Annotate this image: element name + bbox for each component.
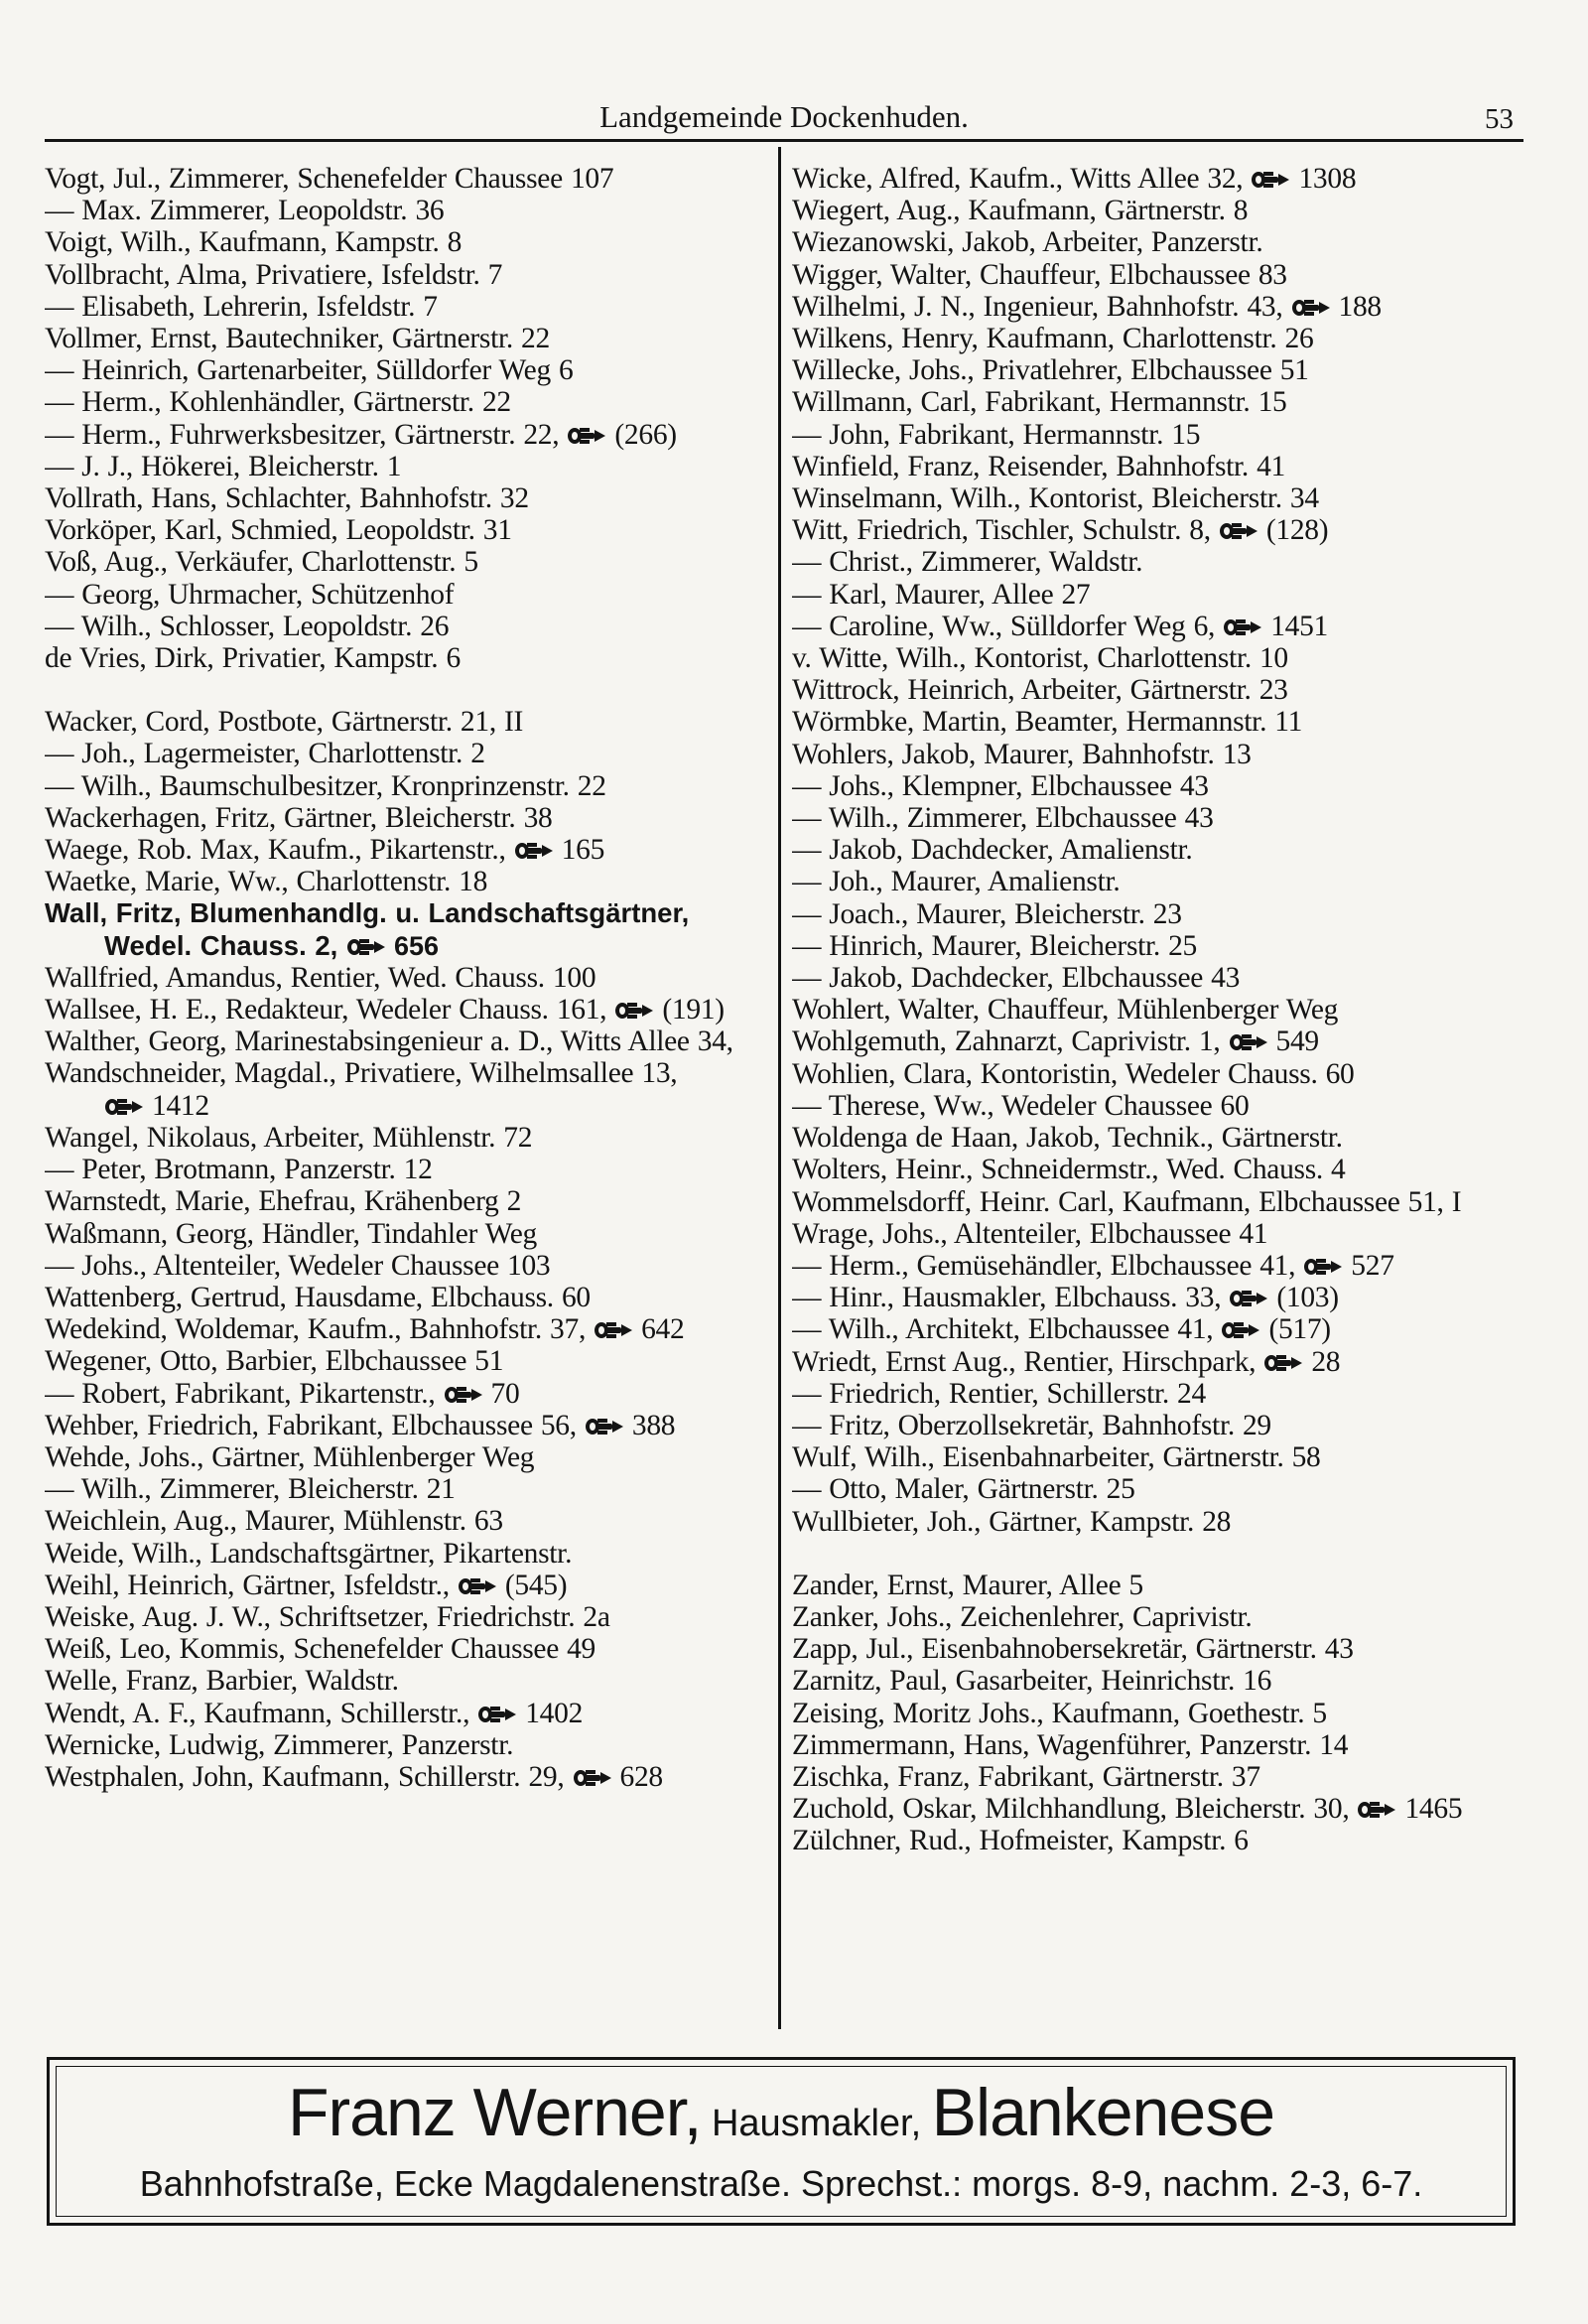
- advertiser-name: Franz Werner,: [287, 2075, 702, 2150]
- entry-text: Vollrath, Hans, Schlachter, Bahnhofstr. 32: [45, 482, 529, 515]
- entry-text: Wegener, Otto, Barbier, Elbchaussee 51: [45, 1345, 504, 1378]
- directory-entry: [45, 1345, 771, 1377]
- phone-number: [104, 1090, 209, 1122]
- directory-entry: [792, 674, 1528, 706]
- phone-number: [1229, 1025, 1319, 1057]
- directory-entry: [45, 195, 771, 226]
- directory-entry: [45, 642, 771, 674]
- entry-text: Waetke, Marie, Ww., Charlottenstr. 18: [45, 866, 488, 898]
- directory-entry: [45, 354, 771, 386]
- telephone-handset-icon: [1223, 616, 1262, 638]
- directory-entry: [45, 1313, 771, 1345]
- directory-entry: [792, 1218, 1528, 1250]
- directory-entry: [792, 866, 1528, 897]
- entry-text: — Otto, Maler, Gärtnerstr. 25: [792, 1473, 1135, 1506]
- entry-text: Zeising, Moritz Johs., Kaufmann, Goethestr. 5: [792, 1697, 1327, 1729]
- entry-text: — Wilh., Schlosser, Leopoldstr. 26: [45, 610, 450, 642]
- directory-entry: [792, 1250, 1528, 1282]
- entry-text: — Joh., Maurer, Amalienstr.: [792, 866, 1121, 898]
- directory-entry: [792, 1729, 1528, 1761]
- directory-column-right: [792, 163, 1528, 2029]
- telephone-handset-icon: [1291, 297, 1331, 319]
- phone-number-value: (266): [614, 418, 677, 451]
- directory-entry: [45, 1538, 771, 1570]
- telephone-handset-icon: [573, 1767, 612, 1789]
- entry-text: Wiezanowski, Jakob, Arbeiter, Panzerstr.: [792, 226, 1263, 259]
- directory-entry: [792, 163, 1528, 195]
- directory-entry: [792, 834, 1528, 866]
- entry-text: Zuchold, Oskar, Milchhandlung, Bleicherstr. 30,: [792, 1793, 1350, 1826]
- entry-text: Wohlert, Walter, Chauffeur, Mühlenberger Weg: [792, 994, 1339, 1026]
- phone-number-value: (545): [504, 1569, 568, 1601]
- entry-text: Wohlien, Clara, Kontoristin, Wedeler Chauss. 60: [792, 1057, 1355, 1090]
- entry-text: Wedekind, Woldemar, Kaufm., Bahnhofstr. 37,: [45, 1313, 587, 1346]
- entry-text: Vogt, Jul., Zimmerer, Schenefelder Chaussee 107: [45, 163, 614, 195]
- advertisement-headline: [50, 2074, 1513, 2151]
- column-divider: [778, 147, 781, 2029]
- directory-entry: [45, 834, 771, 866]
- directory-entry: [792, 354, 1528, 386]
- phone-number-value: (191): [662, 994, 725, 1026]
- entry-text: — Therese, Ww., Wedeler Chaussee 60: [792, 1089, 1250, 1122]
- entry-text: Wicke, Alfred, Kaufm., Witts Allee 32,: [792, 163, 1244, 195]
- entry-text: Wallsee, H. E., Redakteur, Wedeler Chauss. 161,: [45, 994, 607, 1026]
- directory-entry: [792, 1761, 1528, 1793]
- telephone-handset-icon: [444, 1384, 483, 1406]
- directory-entry: [792, 1441, 1528, 1473]
- telephone-handset-icon: [1219, 520, 1258, 542]
- entry-text: Willmann, Carl, Fabrikant, Hermannstr. 15: [792, 386, 1287, 419]
- entry-text: Weihl, Heinrich, Gärtner, Isfeldstr.,: [45, 1569, 450, 1601]
- entry-text: Vorköper, Karl, Schmied, Leopoldstr. 31: [45, 514, 512, 547]
- phone-number: [567, 419, 676, 451]
- directory-entry: [45, 1282, 771, 1313]
- entry-text: Voigt, Wilh., Kaufmann, Kampstr. 8: [45, 226, 463, 259]
- entry-text: Zarnitz, Paul, Gasarbeiter, Heinrichstr. 16: [792, 1665, 1272, 1698]
- entry-text: — Peter, Brotmann, Panzerstr. 12: [45, 1154, 433, 1186]
- entry-text: Wrage, Johs., Altenteiler, Elbchaussee 41: [792, 1217, 1268, 1250]
- entry-text: Wolters, Heinr., Schneidermstr., Wed. Chauss. 4: [792, 1154, 1346, 1186]
- phone-number-value: 28: [1311, 1345, 1341, 1378]
- directory-entry: [792, 994, 1528, 1025]
- directory-entry: [45, 706, 771, 738]
- directory-entry: [45, 226, 771, 258]
- entry-text: Wattenberg, Gertrud, Hausdame, Elbchauss. 60: [45, 1281, 591, 1313]
- phone-number: [1251, 163, 1356, 195]
- directory-entry: [792, 1025, 1528, 1057]
- directory-entry: [792, 195, 1528, 226]
- directory-entry: [45, 866, 771, 897]
- entry-text: Wangel, Nikolaus, Arbeiter, Mühlenstr. 72: [45, 1121, 533, 1154]
- entry-text: — Wilh., Baumschulbesitzer, Kronprinzenstr. 22: [45, 769, 606, 802]
- directory-entry: [792, 1282, 1528, 1313]
- entry-text: v. Witte, Wilh., Kontorist, Charlottenstr. 10: [792, 642, 1288, 675]
- phone-number-value: 1402: [525, 1697, 584, 1729]
- phone-number-value: (517): [1268, 1313, 1331, 1346]
- entry-text: Wohlers, Jakob, Maurer, Bahnhofstr. 13: [792, 738, 1252, 770]
- entry-text: Westphalen, John, Kaufmann, Schillerstr. 29,: [45, 1760, 565, 1793]
- phone-number: [573, 1761, 663, 1793]
- entry-text: Wallfried, Amandus, Rentier, Wed. Chauss. 100: [45, 961, 596, 994]
- directory-entry: [45, 579, 771, 611]
- directory-entry: [45, 1025, 771, 1057]
- advertiser-role: Hausmakler,: [711, 2103, 922, 2144]
- phone-number-value: 188: [1338, 290, 1382, 323]
- entry-text: Vollbracht, Alma, Privatiere, Isfeldstr. 7: [45, 258, 503, 291]
- advertisement-box: [47, 2057, 1516, 2226]
- directory-entry: [45, 546, 771, 578]
- page-title: Landgemeinde Dockenhuden.: [599, 99, 969, 134]
- advertiser-address: Bahnhofstraße, Ecke Magdalenenstraße. Sprechst.: morgs. 8-9, nachm. 2-3, 6-7.: [139, 2163, 1423, 2204]
- entry-text: Wehber, Friedrich, Fabrikant, Elbchaussee 56,: [45, 1409, 577, 1441]
- directory-entry: [45, 1154, 771, 1185]
- phone-number: [594, 1313, 684, 1345]
- directory-entry: [792, 323, 1528, 354]
- entry-text: — Wilh., Architekt, Elbchaussee 41,: [792, 1313, 1214, 1346]
- entry-text: Weiß, Leo, Kommis, Schenefelder Chaussee 49: [45, 1633, 596, 1666]
- directory-entry: [45, 1473, 771, 1505]
- directory-entry: [45, 163, 771, 195]
- directory-entry: [45, 1665, 771, 1697]
- phone-number: [1229, 1282, 1338, 1313]
- directory-entry: [792, 642, 1528, 674]
- directory-entry: [792, 930, 1528, 962]
- directory-entry: [792, 482, 1528, 514]
- entry-text: Wilhelmi, J. N., Ingenieur, Bahnhofstr. 43,: [792, 290, 1283, 323]
- entry-text: Wigger, Walter, Chauffeur, Elbchaussee 83: [792, 258, 1287, 291]
- phone-number: [477, 1698, 583, 1729]
- directory-entry: [45, 1633, 771, 1665]
- directory-entry: [792, 1665, 1528, 1697]
- directory-entry: [45, 802, 771, 834]
- directory-entry: [792, 611, 1528, 642]
- directory-entry: [45, 1698, 771, 1729]
- entry-text: Vollmer, Ernst, Bautechniker, Gärtnerstr. 22: [45, 323, 550, 355]
- entry-text: Witt, Friedrich, Tischler, Schulstr. 8,: [792, 514, 1211, 547]
- entry-text: Willecke, Johs., Privatlehrer, Elbchaussee 51: [792, 354, 1309, 387]
- directory-entry: [45, 451, 771, 482]
- phone-number: [1219, 514, 1328, 546]
- phone-number: [1357, 1793, 1462, 1825]
- phone-number: [444, 1378, 520, 1410]
- telephone-handset-icon: [1251, 169, 1290, 191]
- phone-number-value: 70: [490, 1377, 520, 1410]
- entry-text: — Jakob, Dachdecker, Amalienstr.: [792, 834, 1193, 867]
- entry-text: Weide, Wilh., Landschaftsgärtner, Pikartenstr.: [45, 1537, 573, 1570]
- entry-text: Zanker, Johs., Zeichenlehrer, Caprivistr.: [792, 1600, 1253, 1633]
- entry-text: Winfield, Franz, Reisender, Bahnhofstr. 41: [792, 450, 1285, 482]
- directory-entry: [792, 802, 1528, 834]
- telephone-handset-icon: [1303, 1256, 1343, 1278]
- entry-text: — Georg, Uhrmacher, Schützenhof: [45, 578, 455, 611]
- directory-entry: [792, 1378, 1528, 1410]
- directory-entry: [45, 259, 771, 291]
- directory-entry: [792, 514, 1528, 546]
- entry-text: Walther, Georg, Marinestabsingenieur a. D., Witts Allee 34,: [45, 1025, 733, 1058]
- directory-entry: [792, 739, 1528, 770]
- telephone-handset-icon: [1229, 1031, 1268, 1053]
- phone-number: [1221, 1313, 1330, 1345]
- phone-number: [1303, 1250, 1393, 1282]
- entry-text: — Herm., Kohlenhändler, Gärtnerstr. 22: [45, 386, 511, 419]
- directory-entry: [45, 897, 771, 961]
- telephone-handset-icon: [567, 425, 606, 447]
- entry-text: — Jakob, Dachdecker, Elbchaussee 43: [792, 962, 1241, 995]
- entry-text: — Johs., Altenteiler, Wedeler Chaussee 103: [45, 1249, 551, 1282]
- entry-text: — Wilh., Zimmerer, Bleicherstr. 21: [45, 1473, 456, 1506]
- page-header: [45, 91, 1523, 142]
- directory-entry: [792, 1090, 1528, 1122]
- entry-text: Wilkens, Henry, Kaufmann, Charlottenstr. 26: [792, 323, 1314, 355]
- directory-entry: [45, 962, 771, 994]
- phone-number: [1291, 291, 1382, 323]
- phone-number: [458, 1570, 567, 1601]
- phone-number-value: 388: [631, 1409, 676, 1441]
- telephone-handset-icon: [614, 1000, 654, 1022]
- phone-number-value: (103): [1276, 1282, 1339, 1314]
- entry-text: Wacker, Cord, Postbote, Gärtnerstr. 21, II: [45, 706, 524, 739]
- entry-text: — Johs., Klempner, Elbchaussee 43: [792, 769, 1209, 802]
- entry-text: Zapp, Jul., Eisenbahnobersekretär, Gärtnerstr. 43: [792, 1633, 1354, 1666]
- directory-entry: [792, 1058, 1528, 1090]
- telephone-handset-icon: [594, 1319, 633, 1341]
- entry-text: — J. J., Hökerei, Bleicherstr. 1: [45, 450, 402, 482]
- directory-entry: [792, 546, 1528, 578]
- directory-entry: [792, 1570, 1528, 1601]
- telephone-handset-icon: [104, 1096, 144, 1118]
- entry-text: de Vries, Dirk, Privatier, Kampstr. 6: [45, 642, 461, 675]
- directory-entry: [792, 1473, 1528, 1505]
- entry-text: Weiske, Aug. J. W., Schriftsetzer, Friedrichstr. 2a: [45, 1600, 610, 1633]
- entry-text: Wandschneider, Magdal., Privatiere, Wilhelmsallee 13,: [45, 1057, 678, 1090]
- directory-entry: [792, 451, 1528, 482]
- entry-text: Waege, Rob. Max, Kaufm., Pikartenstr.,: [45, 834, 506, 867]
- telephone-handset-icon: [1221, 1319, 1260, 1341]
- telephone-handset-icon: [458, 1575, 497, 1597]
- telephone-handset-icon: [1229, 1288, 1268, 1309]
- directory-entry: [792, 770, 1528, 802]
- entry-text: Wendt, A. F., Kaufmann, Schillerstr.,: [45, 1697, 470, 1729]
- directory-column-left: [45, 163, 771, 2029]
- phone-number-value: 1412: [152, 1089, 209, 1122]
- entry-text: Zander, Ernst, Maurer, Allee 5: [792, 1569, 1143, 1601]
- directory-entry: [45, 770, 771, 802]
- entry-text: Wohlgemuth, Zahnarzt, Caprivistr. 1,: [792, 1025, 1221, 1058]
- directory-entry: [792, 706, 1528, 738]
- entry-text: Zülchner, Rud., Hofmeister, Kampstr. 6: [792, 1825, 1249, 1857]
- directory-entry: [45, 1122, 771, 1154]
- directory-entry: [792, 1410, 1528, 1441]
- entry-text: Woldenga de Haan, Jakob, Technik., Gärtnerstr.: [792, 1122, 1343, 1155]
- entry-text: Wullbieter, Joh., Gärtner, Kampstr. 28: [792, 1505, 1232, 1538]
- entry-text: Wörmbke, Martin, Beamter, Hermannstr. 11: [792, 706, 1303, 739]
- entry-text: Zischka, Franz, Fabrikant, Gärtnerstr. 37: [792, 1760, 1260, 1793]
- directory-entry: [45, 1441, 771, 1473]
- directory-entry: [45, 1057, 771, 1121]
- directory-entry: [792, 259, 1528, 291]
- telephone-handset-icon: [514, 840, 554, 862]
- directory-entry: [45, 1729, 771, 1761]
- directory-entry: [45, 1250, 771, 1282]
- entry-text: Wernicke, Ludwig, Zimmerer, Panzerstr.: [45, 1728, 514, 1761]
- directory-entry: [45, 1601, 771, 1633]
- directory-entry: [45, 1570, 771, 1601]
- entry-text: — Hinrich, Maurer, Bleicherstr. 25: [792, 929, 1197, 962]
- entry-text: — Caroline, Ww., Sülldorfer Weg 6,: [792, 610, 1216, 642]
- phone-number: [1263, 1346, 1340, 1378]
- directory-entry: [792, 386, 1528, 418]
- entry-text: — Robert, Fabrikant, Pikartenstr.,: [45, 1377, 436, 1410]
- directory-entry: [45, 738, 771, 769]
- directory-entry: [45, 1218, 771, 1250]
- phone-number-value: 1465: [1404, 1793, 1463, 1826]
- phone-number-value: 549: [1275, 1025, 1319, 1058]
- entry-text: Waßmann, Georg, Händler, Tindahler Weg: [45, 1217, 538, 1250]
- directory-entry: [45, 1505, 771, 1537]
- entry-text: — Joach., Maurer, Bleicherstr. 23: [792, 897, 1182, 930]
- entry-text: Wackerhagen, Fritz, Gärtner, Bleicherstr. 38: [45, 801, 553, 834]
- directory-entry: [792, 1793, 1528, 1825]
- entry-text: Wall, Fritz, Blumenhandlg. u. Landschaftsgärtner, Wedel. Chauss. 2,: [45, 897, 690, 961]
- directory-entry: [792, 1154, 1528, 1185]
- directory-entry: [45, 323, 771, 354]
- entry-text: — Heinrich, Gartenarbeiter, Sülldorfer Weg 6: [45, 354, 574, 387]
- directory-entry: [45, 482, 771, 514]
- entry-text: — Friedrich, Rentier, Schillerstr. 24: [792, 1377, 1206, 1410]
- entry-text: — Max. Zimmerer, Leopoldstr. 36: [45, 195, 445, 227]
- entry-text: Wulf, Wilh., Eisenbahnarbeiter, Gärtnerstr. 58: [792, 1441, 1321, 1474]
- phone-number: [1223, 611, 1328, 642]
- entry-text: Winselmann, Wilh., Kontorist, Bleicherstr. 34: [792, 482, 1319, 515]
- phone-number: [514, 834, 604, 866]
- entry-text: Wommelsdorff, Heinr. Carl, Kaufmann, Elbchaussee 51, I: [792, 1185, 1462, 1218]
- directory-entry: [45, 514, 771, 546]
- entry-text: — Elisabeth, Lehrerin, Isfeldstr. 7: [45, 290, 438, 323]
- entry-text: Wehde, Johs., Gärtner, Mühlenberger Weg: [45, 1440, 535, 1473]
- entry-text: Wriedt, Ernst Aug., Rentier, Hirschpark,: [792, 1345, 1257, 1378]
- directory-entry: [45, 291, 771, 323]
- entry-text: Zimmermann, Hans, Wagenführer, Panzerstr. 14: [792, 1728, 1349, 1761]
- directory-entry: [45, 1185, 771, 1217]
- phone-number-value: 527: [1351, 1249, 1394, 1282]
- phone-number-value: (128): [1265, 514, 1329, 547]
- phone-number-value: 656: [393, 930, 440, 961]
- entry-text: Welle, Franz, Barbier, Waldstr.: [45, 1665, 399, 1698]
- directory-entry: [792, 1698, 1528, 1729]
- directory-entry: [792, 1825, 1528, 1856]
- directory-entry: [792, 1346, 1528, 1378]
- directory-entry: [45, 1378, 771, 1410]
- telephone-handset-icon: [1357, 1799, 1396, 1821]
- entry-text: Warnstedt, Marie, Ehefrau, Krähenberg 2: [45, 1185, 522, 1218]
- telephone-handset-icon: [346, 936, 386, 958]
- directory-entry: [792, 226, 1528, 258]
- directory-entry: [792, 579, 1528, 611]
- advertiser-place: Blankenese: [931, 2075, 1275, 2150]
- entry-text: — Hinr., Hausmakler, Elbchauss. 33,: [792, 1282, 1222, 1314]
- phone-number-value: 1308: [1298, 163, 1357, 195]
- directory-entry: [792, 1506, 1528, 1538]
- directory-entry: [792, 1122, 1528, 1154]
- directory-entry: [792, 898, 1528, 930]
- entry-text: — Herm., Fuhrwerksbesitzer, Gärtnerstr. 22,: [45, 418, 560, 451]
- entry-text: — Joh., Lagermeister, Charlottenstr. 2: [45, 738, 485, 770]
- directory-entry: [45, 419, 771, 451]
- phone-number-value: 165: [561, 834, 605, 867]
- page-number: 53: [1485, 103, 1514, 135]
- entry-text: — Wilh., Zimmerer, Elbchaussee 43: [792, 802, 1214, 835]
- entry-text: — Fritz, Oberzollsekretär, Bahnhofstr. 29: [792, 1409, 1271, 1441]
- telephone-handset-icon: [477, 1704, 517, 1725]
- directory-entry: [45, 994, 771, 1025]
- phone-number: [585, 1410, 675, 1441]
- telephone-handset-icon: [1263, 1352, 1303, 1374]
- entry-text: — John, Fabrikant, Hermannstr. 15: [792, 418, 1201, 451]
- phone-number-value: 1451: [1270, 610, 1328, 642]
- directory-entry: [792, 962, 1528, 994]
- directory-entry: [792, 291, 1528, 323]
- phone-number-value: 628: [619, 1760, 663, 1793]
- directory-entry: [45, 611, 771, 642]
- directory-entry: [792, 1601, 1528, 1633]
- entry-text: — Herm., Gemüsehändler, Elbchaussee 41,: [792, 1249, 1296, 1282]
- entry-text: Voß, Aug., Verkäufer, Charlottenstr. 5: [45, 546, 478, 579]
- phone-number: [346, 931, 439, 961]
- phone-number-value: 642: [641, 1313, 685, 1346]
- entry-text: Wittrock, Heinrich, Arbeiter, Gärtnerstr. 23: [792, 674, 1288, 707]
- telephone-handset-icon: [585, 1416, 624, 1437]
- entry-text: — Karl, Maurer, Allee 27: [792, 578, 1091, 611]
- entry-text: — Christ., Zimmerer, Waldstr.: [792, 546, 1143, 579]
- directory-entry: [45, 386, 771, 418]
- entry-text: Weichlein, Aug., Maurer, Mühlenstr. 63: [45, 1505, 503, 1538]
- directory-entry: [792, 1633, 1528, 1665]
- entry-text: Wiegert, Aug., Kaufmann, Gärtnerstr. 8: [792, 195, 1249, 227]
- directory-entry: [45, 1410, 771, 1441]
- directory-entry: [45, 1761, 771, 1793]
- directory-entry: [792, 419, 1528, 451]
- phone-number: [614, 994, 724, 1025]
- directory-entry: [792, 1313, 1528, 1345]
- directory-entry: [792, 1186, 1528, 1218]
